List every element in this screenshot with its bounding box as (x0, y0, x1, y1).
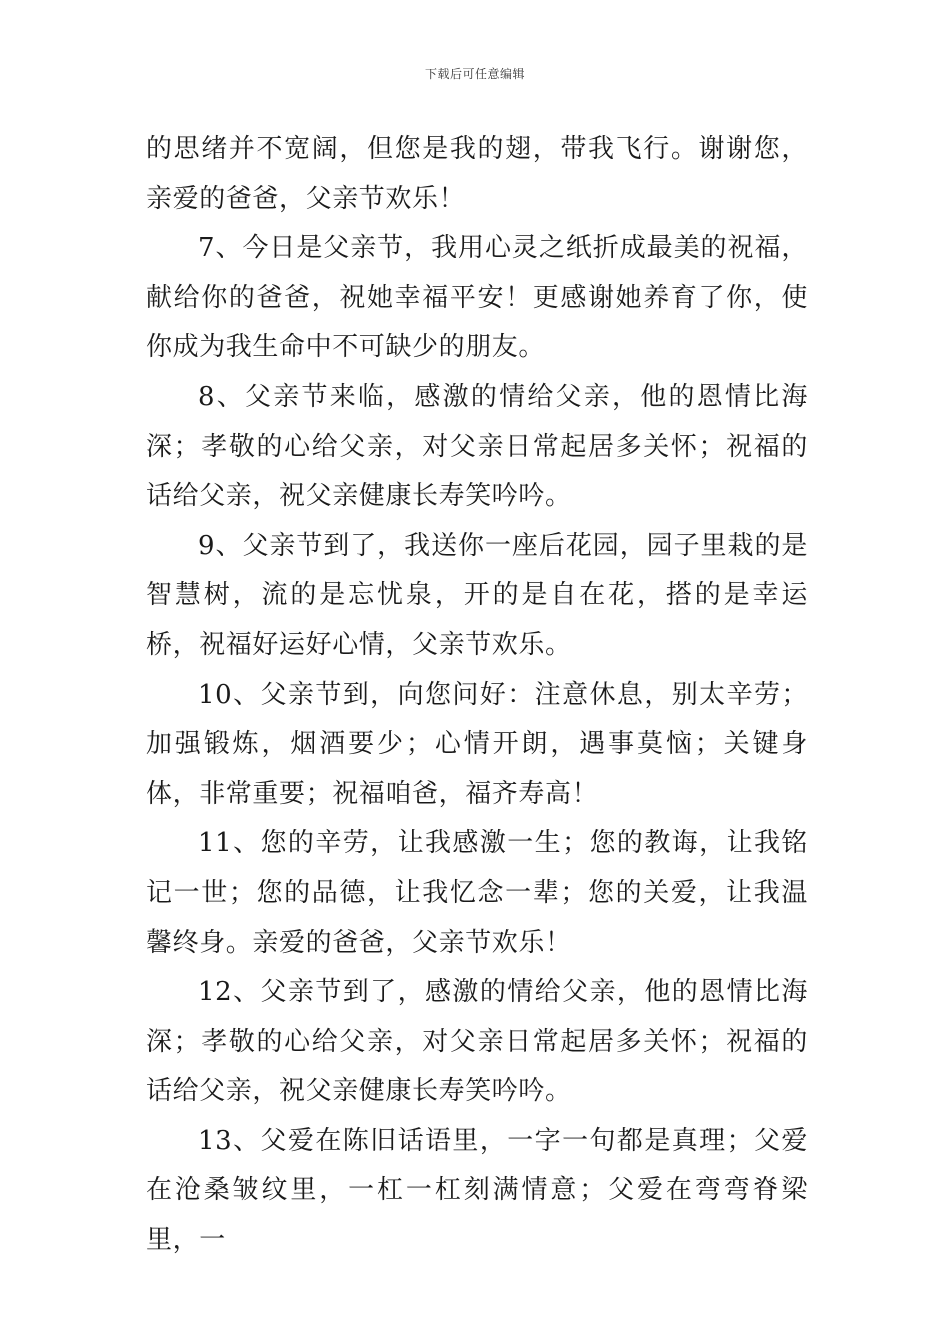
paragraph: 的思绪并不宽阔，但您是我的翅，带我飞行。谢谢您，亲爱的爸爸，父亲节欢乐！ (146, 134, 808, 214)
paragraph: 12、父亲节到了，感激的情给父亲，他的恩情比海深；孝敬的心给父亲，对父亲日常起居多关怀；祝福的话给父亲，祝父亲健康长寿笑吟吟。 (146, 977, 808, 1107)
paragraph: 9、父亲节到了，我送你一座后花园，园子里栽的是智慧树，流的是忘忧泉，开的是自在花，搭的是幸运桥，祝福好运好心情，父亲节欢乐。 (146, 530, 808, 660)
paragraph: 7、今日是父亲节，我用心灵之纸折成最美的祝福，献给你的爸爸，祝她幸福平安！更感谢她养育了你，使你成为我生命中不可缺少的朋友。 (146, 233, 808, 363)
paragraph: 11、您的辛劳，让我感激一生；您的教诲，让我铭记一世；您的品德，让我忆念一辈；您的关爱，让我温馨终身。亲爱的爸爸，父亲节欢乐！ (146, 828, 808, 958)
page-header: 下载后可任意编辑 (424, 67, 525, 81)
paragraph: 13、父爱在陈旧话语里，一字一句都是真理；父爱在沧桑皱纹里，一杠一杠刻满情意；父爱在弯弯脊梁里，一 (146, 1125, 808, 1256)
paragraph: 10、父亲节到，向您问好：注意休息，别太辛劳；加强锻炼，烟酒要少；心情开朗，遇事莫恼；关键身体，非常重要；祝福咱爸，福齐寿高！ (146, 679, 808, 809)
paragraph: 8、父亲节来临，感激的情给父亲，他的恩情比海深；孝敬的心给父亲，对父亲日常起居多关怀；祝福的话给父亲，祝父亲健康长寿笑吟吟。 (146, 381, 808, 512)
document-body (146, 125, 808, 1266)
